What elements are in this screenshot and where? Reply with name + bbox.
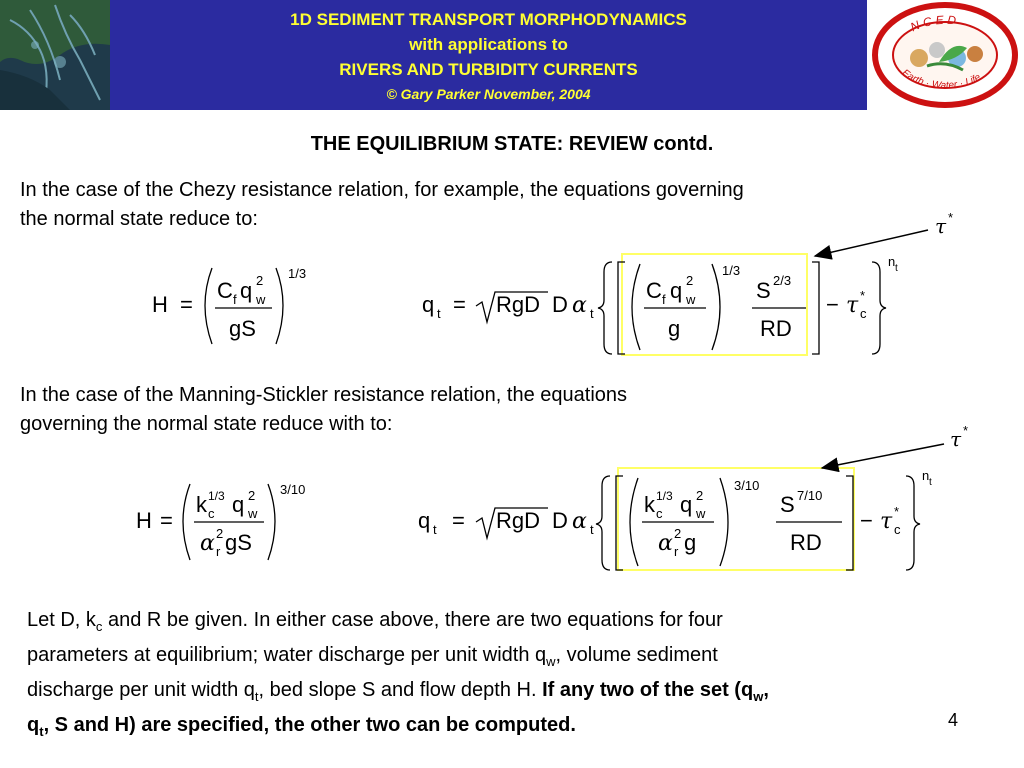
eq4-star-sup: *	[894, 504, 900, 519]
eq4-left-paren	[630, 478, 638, 566]
eq3-H: H	[136, 508, 152, 533]
eq3-q: q	[232, 492, 245, 517]
conclusion-line3-bold-a: If any two of the set (q	[542, 679, 754, 701]
conclusion-line3-b: , bed slope S and flow depth H.	[258, 679, 543, 701]
eq2-q-sup: 2	[686, 273, 694, 288]
eq2-RD: RD	[760, 316, 792, 341]
eq2-g: g	[668, 316, 681, 341]
conclusion-line2	[27, 641, 1002, 676]
chezy-intro-line1: In the case of the Chezy resistance relation, for example, the equations governing	[20, 179, 744, 201]
eq2-right-brace	[872, 262, 886, 354]
eq2-q2: q	[670, 278, 683, 303]
tau-annotation-2	[822, 423, 968, 468]
eq1-C: C	[217, 278, 233, 303]
conclusion-line4-bold-sub: t	[39, 724, 44, 739]
eq4-right-brace	[906, 476, 920, 570]
eq4-alpha2: α	[658, 531, 673, 556]
eq4-RgD: RgD	[496, 508, 541, 533]
course-title-line2: with applications to	[409, 35, 568, 54]
eq4-c-sub2: c	[894, 522, 901, 537]
conclusion-line3-bold-b: ,	[763, 679, 769, 701]
eq2-f-sub: f	[662, 292, 666, 307]
eq2-RgD: RgD	[496, 292, 541, 317]
eq3-equals: =	[160, 508, 173, 533]
eq4-RD: RD	[790, 530, 822, 555]
eq2-tau: τ	[846, 293, 859, 318]
conclusion-line1	[27, 606, 1002, 641]
course-title-line1: 1D SEDIMENT TRANSPORT MORPHODYNAMICS	[290, 10, 687, 29]
eq4-right-paren	[720, 478, 728, 566]
eq4-nt-n: n	[922, 468, 930, 483]
eq3-k: k	[196, 492, 207, 517]
eq4-alpha-t-sub: t	[590, 522, 594, 537]
conclusion-line1-sub: c	[95, 619, 103, 634]
eq4-right-bracket	[846, 476, 853, 570]
conclusion-line4-bold-b: , S and H) are specified, the other two can be computed.	[43, 714, 576, 736]
conclusion-line4	[27, 711, 1002, 746]
eq2-alpha-t-sub: t	[590, 306, 594, 321]
eq2-exponent-1: 1/3	[722, 263, 741, 278]
eq2-equals: =	[453, 292, 466, 317]
eq2-t-sub: t	[437, 306, 441, 321]
manning-depth-equation	[136, 482, 305, 560]
eq2-left-paren	[632, 264, 640, 350]
eq2-nt-t: t	[895, 263, 898, 274]
eq1-exponent: 1/3	[288, 266, 307, 281]
eq1-gS: gS	[229, 316, 256, 341]
eq4-k: k	[644, 492, 655, 517]
copyright-line: © Gary Parker November, 2004	[386, 86, 591, 102]
eq3-alpha-sup: 2	[216, 526, 224, 541]
eq1-left-paren	[205, 268, 212, 344]
eq4-w-sub: w	[696, 506, 706, 521]
eq2-S: S	[756, 278, 771, 303]
eq4-g: g	[684, 530, 697, 555]
eq3-c-sub: c	[208, 506, 215, 521]
conclusion-line3-bold-sub: w	[753, 689, 764, 704]
eq3-gS: gS	[225, 530, 252, 555]
eq2-right-bracket	[812, 262, 819, 354]
manning-transport-equation	[418, 468, 932, 570]
eq4-c-sub: c	[656, 506, 663, 521]
conclusion-paragraph	[27, 606, 1002, 746]
eq2-C: C	[646, 278, 662, 303]
eq4-t-sub: t	[433, 522, 437, 537]
page-number: 4	[948, 710, 959, 730]
eq2-q: q	[422, 292, 435, 317]
eq1-q: q	[240, 278, 253, 303]
manning-intro-line2: governing the normal state reduce with to:	[20, 413, 393, 435]
eq3-q-sup: 2	[248, 488, 256, 503]
eq4-r-sub: r	[674, 544, 679, 559]
chezy-transport-equation	[422, 254, 898, 355]
eq2-left-brace	[598, 262, 612, 354]
eq1-H: H	[152, 292, 168, 317]
conclusion-line3-a: discharge per unit width q	[27, 679, 255, 701]
eq4-q-sup: 2	[696, 488, 704, 503]
eq1-q-sup: 2	[256, 273, 264, 288]
conclusion-line4-bold-a: q	[27, 714, 40, 736]
eq4-left-brace	[596, 476, 610, 570]
conclusion-line1-b: and R be given. In either case above, there are two equations for four	[102, 609, 723, 631]
eq4-q2: q	[680, 492, 693, 517]
annot1-star: *	[948, 210, 954, 225]
manning-intro-line1: In the case of the Manning-Stickler resistance relation, the equations	[20, 384, 628, 406]
eq1-equals: =	[180, 292, 193, 317]
eq4-D: D	[552, 508, 568, 533]
chezy-intro-line2: the normal state reduce to:	[20, 208, 258, 230]
eq2-D: D	[552, 292, 568, 317]
annot2-arrow	[822, 444, 944, 468]
eq3-exponent: 3/10	[280, 482, 306, 497]
eq3-w-sub: w	[248, 506, 258, 521]
conclusion-line1-a: Let D, k	[27, 609, 96, 631]
eq3-left-paren	[183, 484, 190, 560]
eq4-alpha2-sup: 2	[674, 526, 682, 541]
eq3-alpha: α	[200, 531, 215, 556]
conclusion-line3	[27, 676, 1002, 711]
eq2-alpha: α	[572, 293, 587, 318]
eq2-minus: −	[826, 292, 839, 317]
eq4-nt-t: t	[929, 477, 932, 488]
eq4-minus: −	[860, 508, 873, 533]
eq4-exponent-2: 7/10	[797, 488, 823, 503]
eq4-k-exponent: 1/3	[656, 489, 673, 503]
eq4-exponent-1: 3/10	[734, 478, 760, 493]
eq3-k-exponent: 1/3	[208, 489, 225, 503]
annot2-star: *	[963, 423, 969, 438]
conclusion-line2-a: parameters at equilibrium; water discharge per unit width q	[27, 644, 547, 666]
logo-top-text: N C E D	[908, 12, 957, 35]
chezy-depth-equation	[152, 266, 306, 344]
eq2-star-sup: *	[860, 288, 866, 303]
eq1-right-paren	[276, 268, 283, 344]
eq1-f-sub: f	[233, 292, 237, 307]
tau-annotation-1	[815, 210, 953, 256]
eq4-alpha: α	[572, 509, 587, 534]
eq1-w-sub: w	[256, 292, 266, 307]
eq2-c-sub: c	[860, 306, 867, 321]
eq4-tau: τ	[880, 509, 893, 534]
conclusion-line2-sub: w	[546, 654, 556, 669]
annot2-tau: τ	[950, 427, 962, 451]
eq3-right-paren	[268, 484, 275, 560]
eq2-nt-n: n	[888, 254, 896, 269]
eq4-q: q	[418, 508, 431, 533]
eq3-r-sub: r	[216, 544, 221, 559]
eq4-equals: =	[452, 508, 465, 533]
eq4-S: S	[780, 492, 795, 517]
eq2-right-paren	[712, 264, 720, 350]
course-title-line3: RIVERS AND TURBIDITY CURRENTS	[339, 60, 638, 79]
conclusion-line3-sub: t	[254, 689, 259, 704]
annot1-tau: τ	[935, 214, 947, 238]
eq2-exponent-2: 2/3	[773, 273, 792, 288]
logo-bottom-text: Earth · Water · Life	[899, 67, 983, 92]
conclusion-line2-b: , volume sediment	[555, 644, 718, 666]
eq2-w-sub: w	[686, 292, 696, 307]
slide-title: THE EQUILIBRIUM STATE: REVIEW contd.	[310, 133, 714, 155]
annot1-arrow	[815, 230, 928, 256]
